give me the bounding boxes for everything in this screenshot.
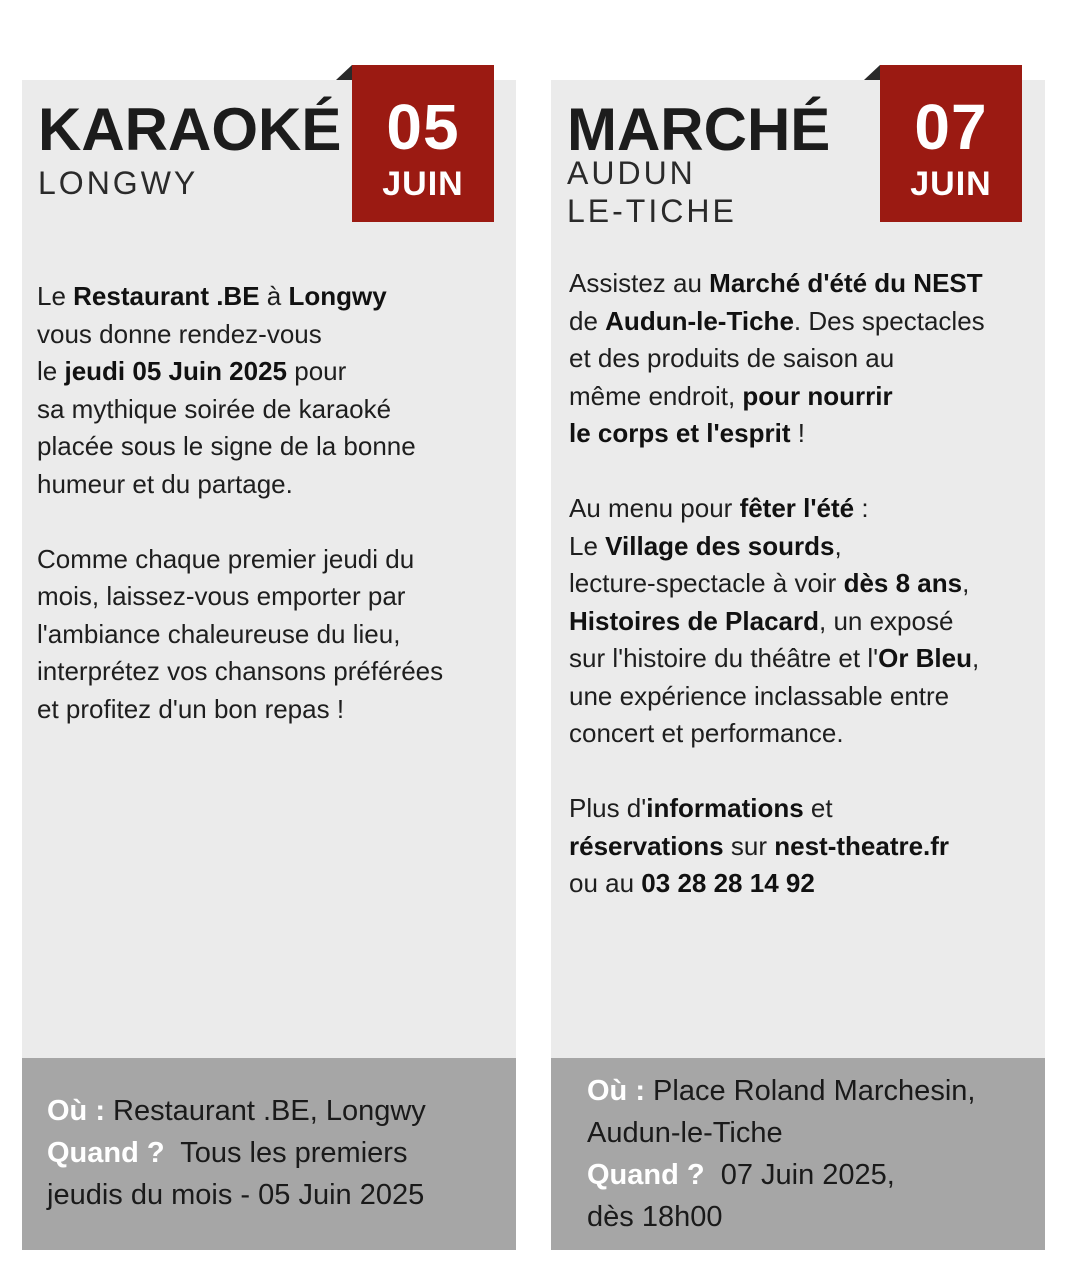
text-run: Assistez au: [569, 268, 710, 298]
description-paragraph: [569, 790, 985, 903]
event-place-line: AUDUN: [567, 155, 696, 191]
text-run: à: [259, 281, 289, 311]
text-run: de: [569, 305, 606, 336]
where-value: Place Roland Marchesin,: [645, 1075, 976, 1107]
card-body: [22, 80, 516, 1058]
website-link[interactable]: nest-theatre.fr: [774, 830, 950, 861]
bold-text: Restaurant .BE: [73, 281, 260, 311]
text-run: pour: [287, 356, 347, 386]
text-run: Comme chaque premier jeudi du: [37, 543, 415, 574]
date-day: 05: [386, 91, 460, 163]
event-info: [47, 1090, 426, 1216]
text-run: et des produits de saison au: [569, 343, 895, 373]
text-run: interprétez vos chansons préférées: [37, 656, 444, 686]
bold-text: Audun-le-Tiche: [605, 305, 794, 336]
bold-text: réservations: [569, 830, 724, 861]
event-place-line: LE-TICHE: [567, 193, 737, 229]
when-label: Quand ?: [587, 1159, 705, 1191]
when-value-cont: dès 18h00: [587, 1201, 723, 1233]
where-label: Où :: [47, 1095, 105, 1127]
text-run: ,: [962, 568, 970, 598]
text-run: ,: [834, 530, 842, 561]
date-month: JUIN: [382, 165, 464, 203]
bold-text: le corps et l'esprit: [569, 418, 791, 448]
event-description: [37, 278, 443, 728]
description-paragraph: [569, 490, 985, 753]
text-run: et: [803, 793, 833, 823]
text-run: une expérience inclassable entre: [569, 680, 950, 711]
where-label: Où :: [587, 1075, 645, 1107]
text-run: sur l'histoire du théâtre et l': [569, 643, 879, 673]
text-run: . Des spectacles: [793, 305, 985, 336]
text-run: Le: [569, 530, 606, 561]
text-run: Le: [37, 281, 74, 311]
card-footer: [22, 1058, 516, 1250]
event-description: [569, 265, 985, 903]
text-run: sa mythique soirée de karaoké: [37, 393, 392, 424]
where-value-cont: Audun-le-Tiche: [587, 1117, 783, 1149]
event-card-karaoke: [22, 80, 516, 1250]
event-card-marche: [551, 80, 1045, 1250]
bold-text: Or Bleu: [878, 643, 973, 673]
text-run: ou au: [569, 868, 642, 898]
text-run: Plus d': [569, 793, 647, 823]
description-paragraph: [569, 265, 985, 453]
when-value-cont: jeudis du mois - 05 Juin 2025: [47, 1179, 425, 1211]
text-run: , un exposé: [819, 605, 954, 636]
event-title: KARAOKÉ: [38, 96, 342, 163]
text-run: même endroit,: [569, 380, 743, 411]
text-run: !: [790, 418, 805, 448]
bold-text: Longwy: [288, 281, 387, 311]
phone-number[interactable]: 03 28 28 14 92: [641, 868, 815, 898]
text-run: et profitez d'un bon repas !: [37, 693, 345, 724]
date-month: JUIN: [910, 165, 992, 203]
text-run: Au menu pour: [569, 493, 740, 523]
bold-text: informations: [646, 793, 804, 823]
bold-text: Marché d'été du NEST: [709, 268, 983, 298]
text-run: placée sous le signe de la bonne: [37, 431, 416, 461]
when-label: Quand ?: [47, 1137, 165, 1169]
event-info: [587, 1070, 975, 1238]
card-footer: [551, 1058, 1045, 1250]
date-badge: [352, 65, 494, 222]
event-title: MARCHÉ: [567, 96, 831, 163]
text-run: le: [37, 356, 65, 386]
text-run: ,: [972, 643, 980, 673]
text-run: l'ambiance chaleureuse du lieu,: [37, 618, 401, 649]
bold-text: Village des sourds: [605, 530, 835, 561]
event-place-line: LONGWY: [38, 165, 199, 201]
bold-text: pour nourrir: [742, 380, 893, 411]
text-run: vous donne rendez-vous: [37, 318, 322, 349]
text-run: :: [854, 493, 869, 523]
bold-text: Histoires de Placard: [569, 605, 819, 636]
text-run: lecture-spectacle à voir: [569, 568, 844, 598]
description-paragraph: [37, 278, 443, 503]
when-value: Tous les premiers: [164, 1137, 408, 1169]
event-place: [38, 164, 198, 202]
when-value: 07 Juin 2025,: [704, 1159, 895, 1191]
text-run: humeur et du partage.: [37, 468, 293, 499]
text-run: mois, laissez-vous emporter par: [37, 581, 406, 611]
bold-text: jeudi 05 Juin 2025: [64, 356, 288, 386]
text-run: concert et performance.: [569, 718, 844, 748]
bold-text: fêter l'été: [739, 493, 855, 523]
description-paragraph: [37, 541, 443, 729]
event-place: [567, 154, 737, 230]
bold-text: dès 8 ans: [843, 568, 963, 598]
card-body: [551, 80, 1045, 1058]
text-run: sur: [723, 830, 775, 861]
date-badge: [880, 65, 1022, 222]
date-day: 07: [914, 91, 988, 163]
where-value: Restaurant .BE, Longwy: [105, 1095, 426, 1127]
